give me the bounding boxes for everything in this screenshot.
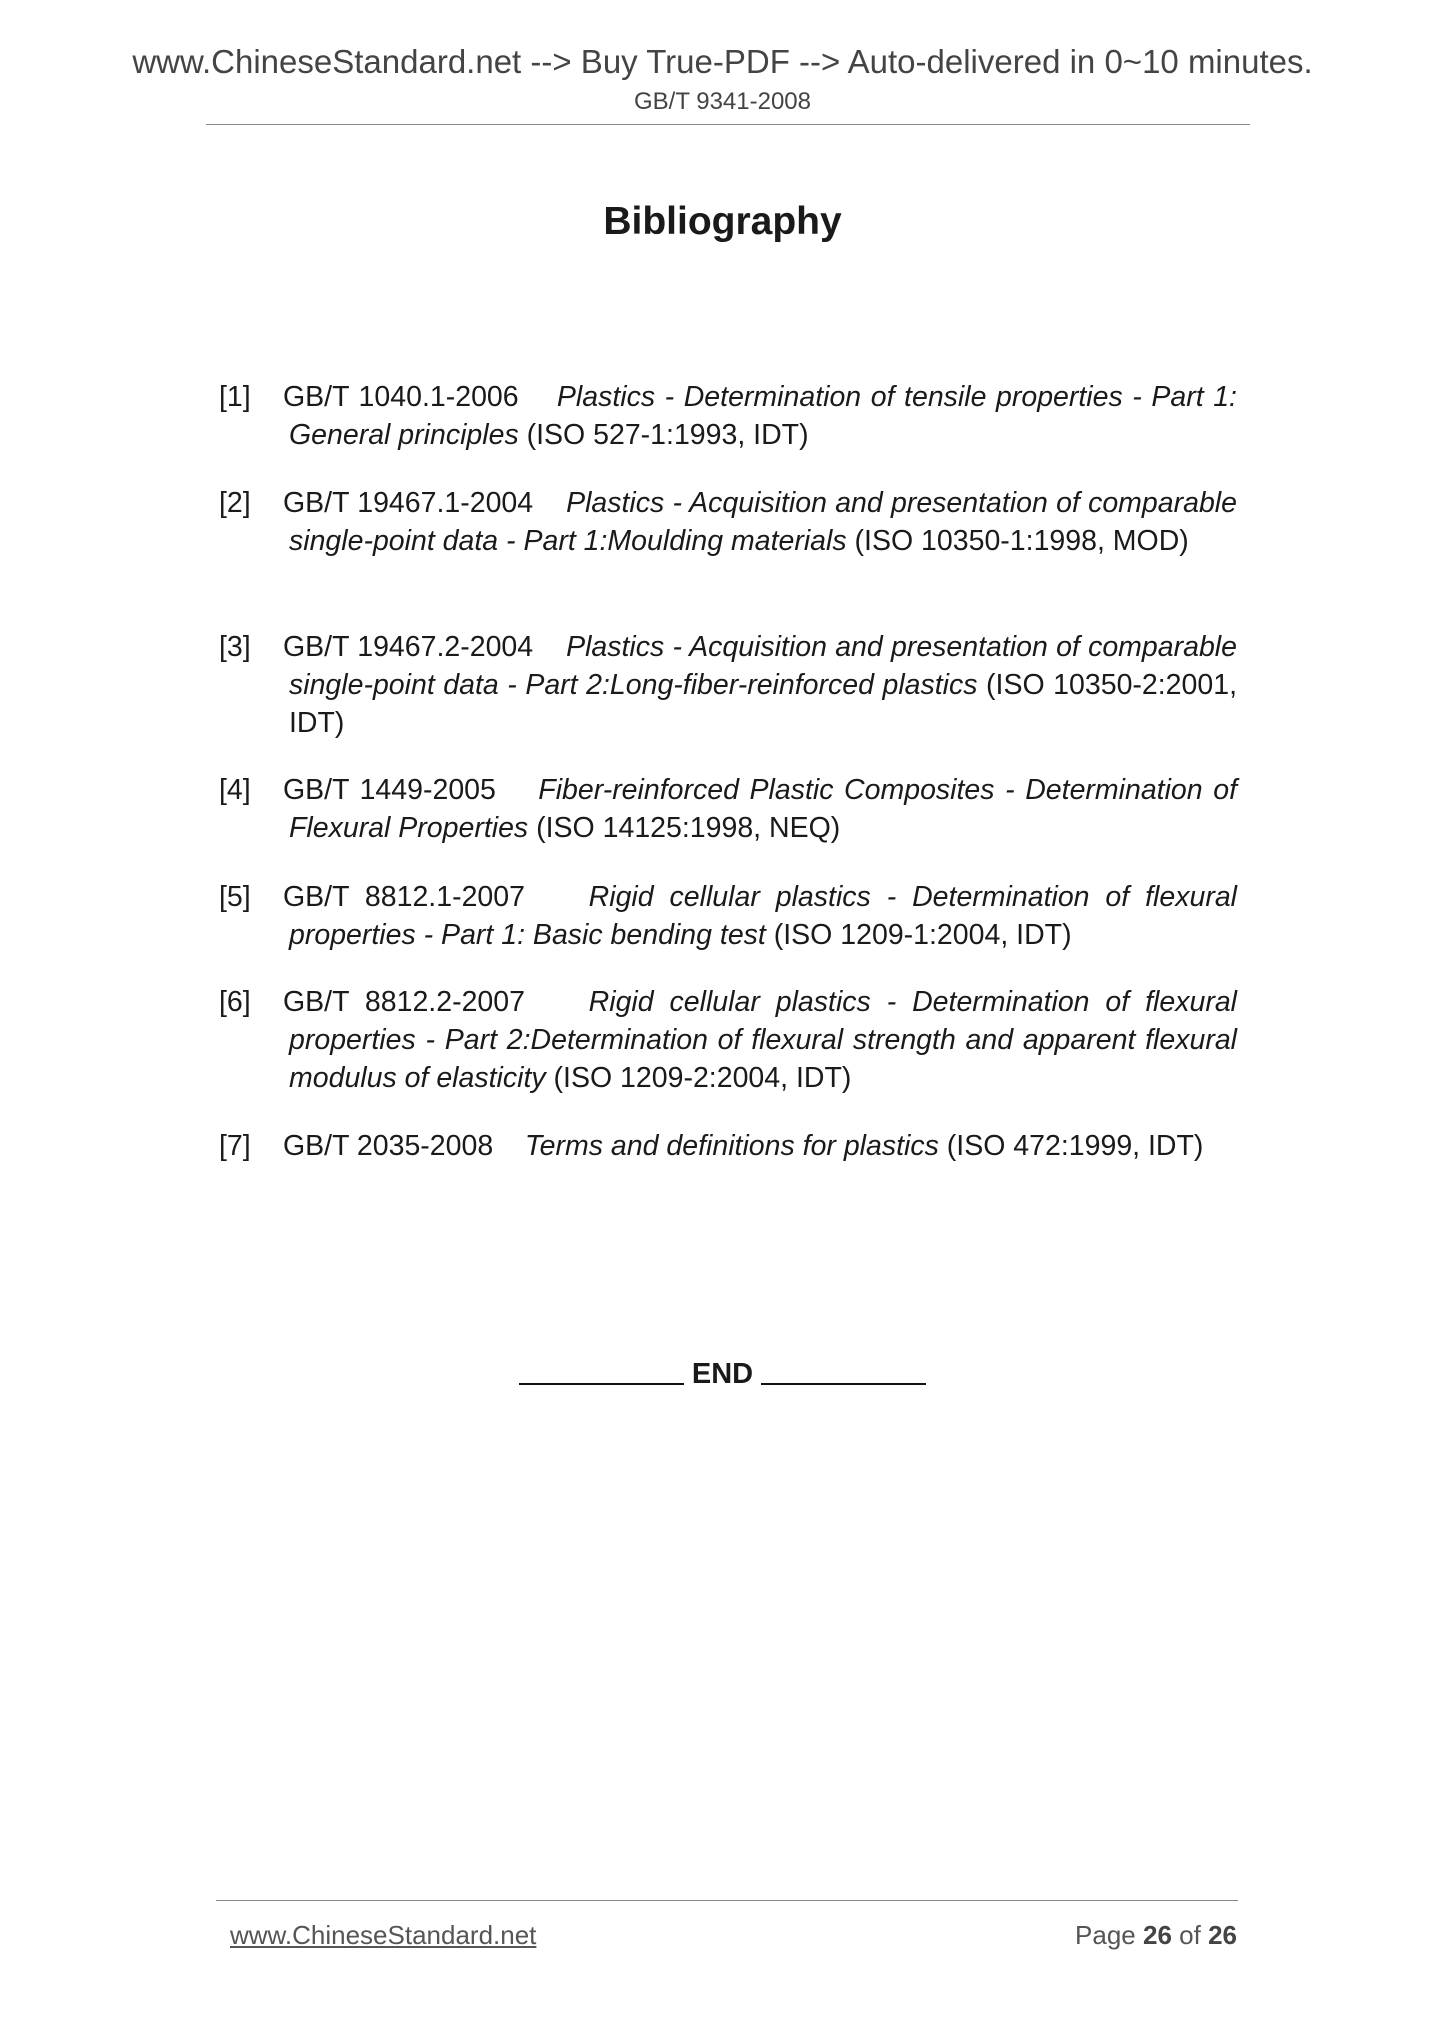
total-pages: 26 — [1208, 1920, 1237, 1950]
entry-code: GB/T 1449-2005 — [283, 774, 496, 806]
entry-number: [3] — [219, 631, 251, 663]
page-title: Bibliography — [603, 200, 842, 243]
entry-title: Terms and definitions for plastics — [524, 1130, 939, 1162]
entry-reference: (ISO 1209-2:2004, IDT) — [553, 1062, 852, 1094]
entry-code: GB/T 8812.2-2007 — [283, 986, 525, 1018]
entry-reference: (ISO 1209-1:2004, IDT) — [773, 919, 1072, 951]
bibliography-entry — [219, 484, 1237, 560]
footer-website-link[interactable]: www.ChineseStandard.net — [230, 1920, 537, 1950]
standard-code: GB/T 9341-2008 — [633, 88, 811, 115]
header-divider — [206, 124, 1250, 125]
entry-number: [4] — [219, 774, 251, 806]
entry-reference: (ISO 10350-2:2001, IDT) — [289, 669, 1237, 739]
entry-number: [7] — [219, 1130, 251, 1162]
entry-reference: (ISO 10350-1:1998, MOD) — [854, 525, 1189, 557]
of-word: of — [1179, 1920, 1201, 1950]
entry-code: GB/T 2035-2008 — [283, 1130, 494, 1162]
bibliography-entry — [219, 1127, 1237, 1165]
entry-number: [6] — [219, 986, 251, 1018]
entry-code: GB/T 1040.1-2006 — [283, 381, 519, 413]
entry-reference: (ISO 472:1999, IDT) — [946, 1130, 1204, 1162]
entry-number: [1] — [219, 381, 251, 413]
entry-reference: (ISO 14125:1998, NEQ) — [536, 812, 841, 844]
footer-divider — [216, 1900, 1238, 1901]
entry-code: GB/T 19467.2-2004 — [283, 631, 534, 663]
entry-number: [2] — [219, 487, 251, 519]
bibliography-entry — [219, 628, 1237, 742]
bibliography-entry — [219, 771, 1237, 847]
entry-code: GB/T 8812.1-2007 — [283, 881, 525, 913]
end-marker — [0, 1358, 1445, 1391]
entry-title: Plastics - Acquisition and presentation of comparable single-point data - Part 1:Moulding materials — [289, 487, 1237, 557]
end-rule-right — [761, 1383, 926, 1385]
entry-reference: (ISO 527-1:1993, IDT) — [526, 419, 809, 451]
bibliography-entry — [219, 378, 1237, 454]
entry-code: GB/T 19467.1-2004 — [283, 487, 534, 519]
bibliography-entry — [219, 983, 1237, 1097]
end-rule-left — [519, 1383, 684, 1385]
entry-title: Plastics - Determination of tensile properties - Part 1: General principles — [289, 381, 1237, 451]
watermark-banner: www.ChineseStandard.net --> Buy True-PDF --> Auto-delivered in 0~10 minutes. — [132, 43, 1313, 80]
current-page: 26 — [1143, 1920, 1172, 1950]
page-word: Page — [1075, 1920, 1136, 1950]
bibliography-entry — [219, 878, 1237, 954]
entry-title: Rigid cellular plastics - Determination of flexural properties - Part 1: Basic bending test — [289, 881, 1237, 951]
end-label: END — [691, 1358, 754, 1390]
entry-title: Plastics - Acquisition and presentation of comparable single-point data - Part 2:Long-fiber-reinforced plastics — [289, 631, 1237, 701]
page-number — [1075, 1920, 1237, 1951]
entry-number: [5] — [219, 881, 251, 913]
entry-title: Rigid cellular plastics - Determination of flexural properties - Part 2:Determination of flexural strength and apparent flexural modulus of elasticity — [289, 986, 1237, 1094]
entry-title: Fiber-reinforced Plastic Composites - Determination of Flexural Properties — [289, 774, 1237, 844]
